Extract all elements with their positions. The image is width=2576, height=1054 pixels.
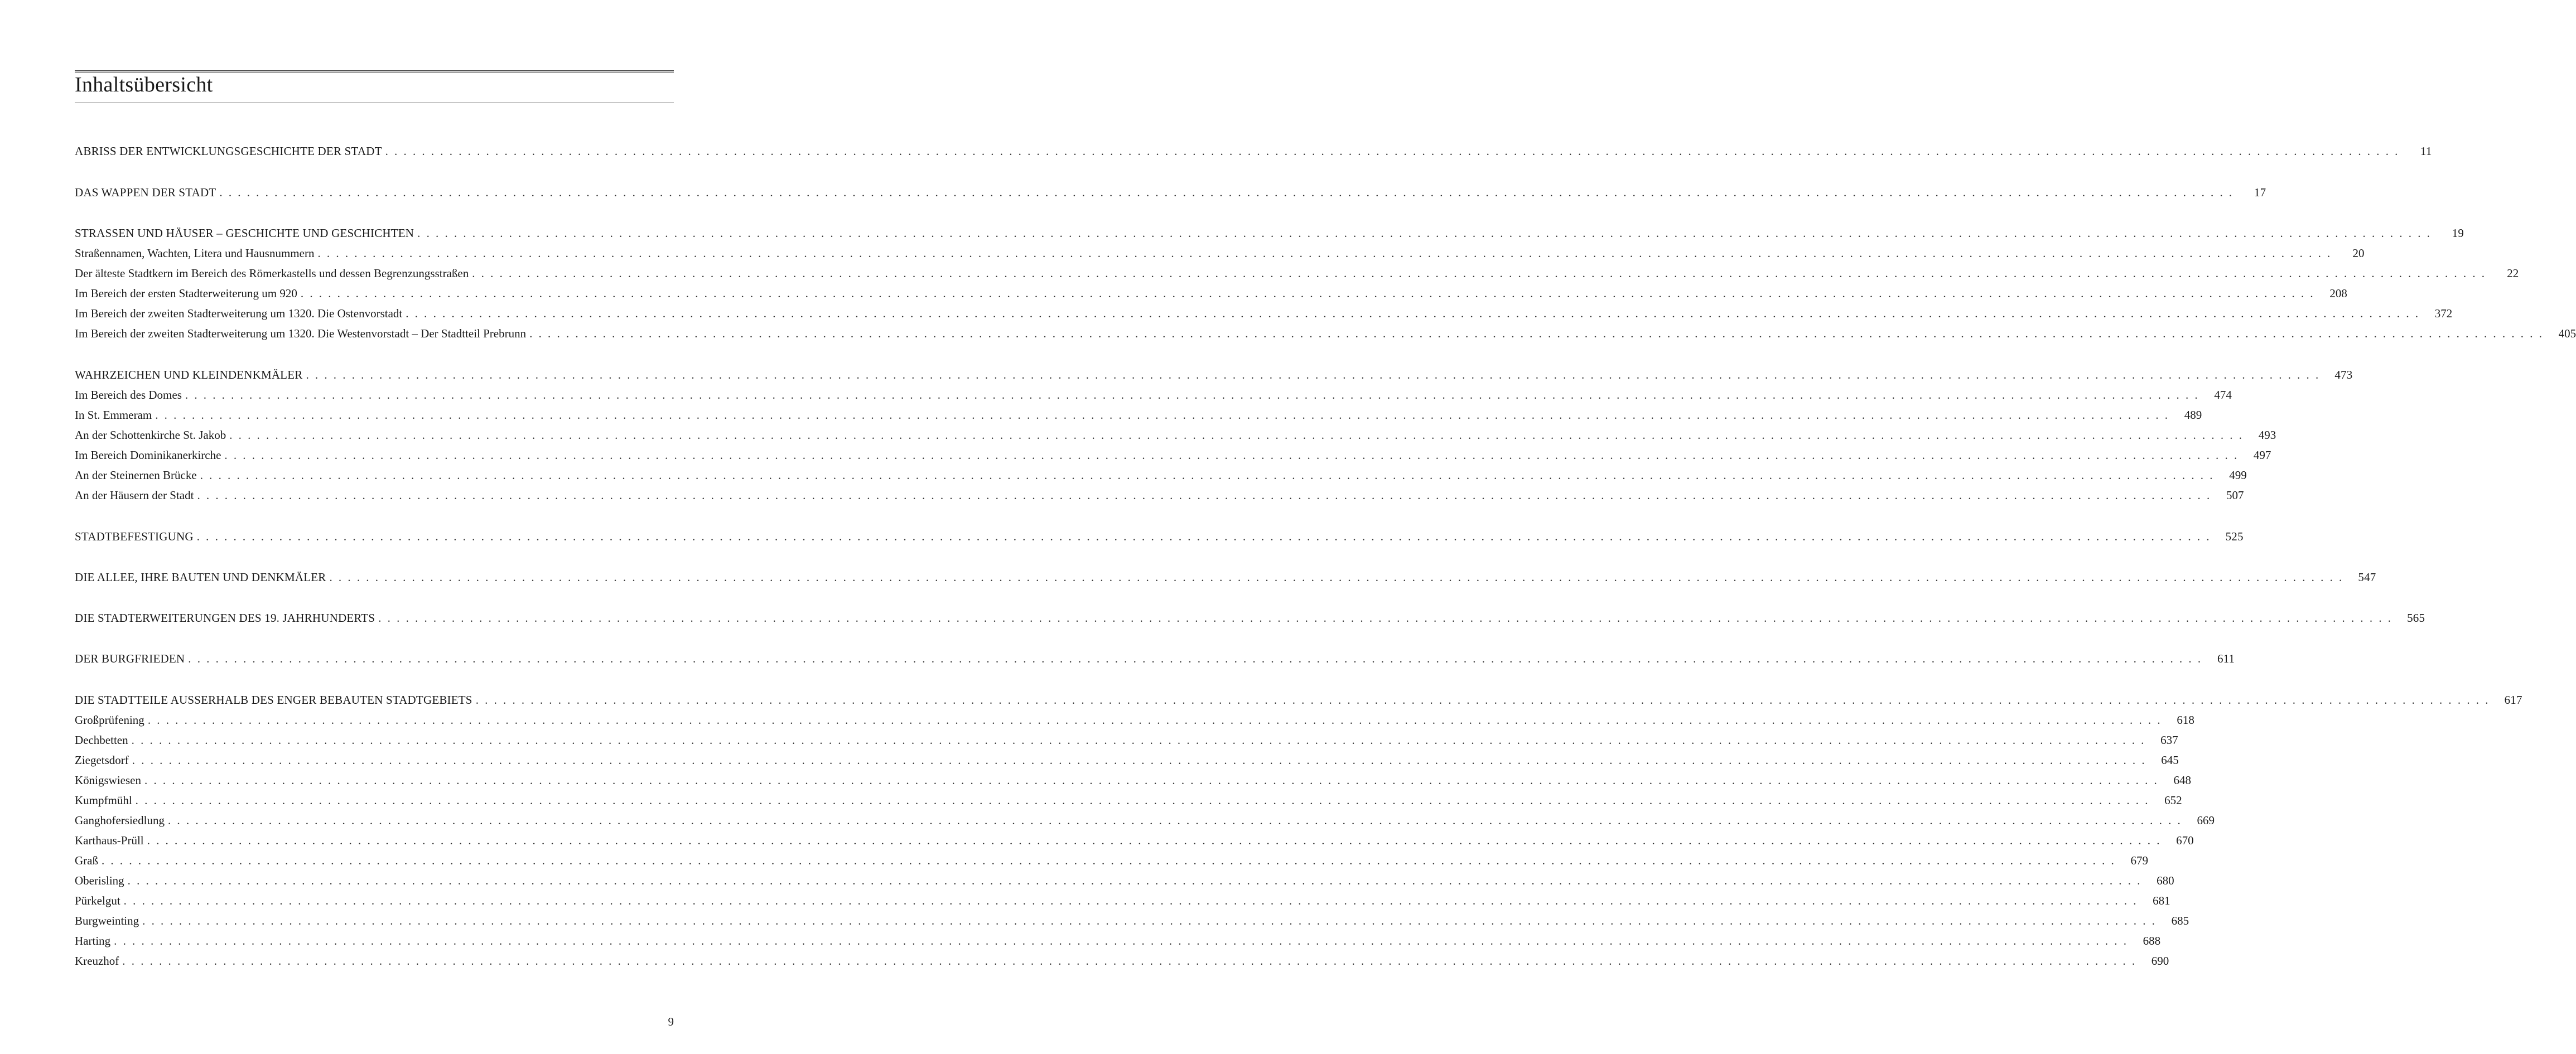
- toc-leader-dots: ............................................................................................................................................................................................................................: [472, 267, 2491, 280]
- toc-entry-label: STRASSEN UND HÄUSER – GESCHICHTE UND GESCHICHTEN: [75, 226, 414, 240]
- toc-entry-label: Kreuzhof: [75, 954, 119, 968]
- toc-entry-label: ABRISS DER ENTWICKLUNGSGESCHICHTE DER STADT: [75, 144, 382, 158]
- toc-entry-label: WAHRZEICHEN UND KLEINDENKMÄLER: [75, 368, 303, 381]
- toc-leader-dots: ............................................................................................................................................................................................................................: [300, 287, 2319, 300]
- toc-entry-label: Der älteste Stadtkern im Bereich des Römerkastells und dessen Begrenzungsstraßen: [75, 267, 469, 280]
- toc-subsection-entry: [75, 284, 2347, 302]
- toc-leader-dots: ............................................................................................................................................................................................................................: [197, 489, 2216, 502]
- toc-entry-page: 507: [2226, 489, 2244, 502]
- toc-entry-label: Kumpfmühl: [75, 794, 132, 807]
- toc-entry-page: 648: [2173, 773, 2191, 787]
- toc-leader-dots: ............................................................................................................................................................................................................................: [167, 814, 2187, 827]
- toc-entry-label: Dechbetten: [75, 733, 128, 747]
- toc-entry-label: Im Bereich des Domes: [75, 388, 182, 402]
- toc-entry-page: 22: [2507, 267, 2519, 280]
- toc-subsection-entry: [75, 486, 2244, 504]
- toc-subsection-entry: [75, 386, 2232, 404]
- toc-leader-dots: ............................................................................................................................................................................................................................: [147, 713, 2167, 727]
- toc-leader-dots: ............................................................................................................................................................................................................................: [200, 468, 2219, 482]
- toc-leader-dots: ............................................................................................................................................................................................................................: [131, 733, 2150, 747]
- toc-entry-label: Im Bereich Dominikanerkirche: [75, 448, 221, 462]
- toc-section-entry: [75, 224, 2464, 242]
- toc-entry-label: DIE ALLEE, IHRE BAUTEN UND DENKMÄLER: [75, 570, 326, 584]
- toc-subsection-entry: [75, 771, 2191, 789]
- toc-leader-dots: ............................................................................................................................................................................................................................: [101, 854, 2120, 867]
- toc-entry-label: Großprüfening: [75, 713, 144, 727]
- toc-entry-page: 473: [2334, 368, 2353, 381]
- toc-subsection-entry: [75, 811, 2215, 829]
- toc-leader-dots: ............................................................................................................................................................................................................................: [123, 894, 2143, 907]
- toc-entry-page: 547: [2358, 570, 2376, 584]
- toc-entry-page: 690: [2151, 954, 2169, 968]
- toc-leader-dots: ............................................................................................................................................................................................................................: [132, 753, 2151, 767]
- toc-entry-page: 19: [2452, 226, 2464, 240]
- toc-subsection-entry: [75, 952, 2169, 970]
- toc-entry-page: 669: [2197, 814, 2215, 827]
- toc-entry-page: 474: [2214, 388, 2232, 402]
- toc-leader-dots: ............................................................................................................................................................................................................................: [185, 388, 2204, 402]
- toc-entry-label: Karthaus-Prüll: [75, 834, 144, 847]
- toc-entry-label: Ziegetsdorf: [75, 753, 129, 767]
- toc-leader-dots: ............................................................................................................................................................................................................................: [122, 954, 2141, 968]
- toc-leader-dots: ............................................................................................................................................................................................................................: [417, 226, 2437, 240]
- toc-entry-page: 670: [2176, 834, 2194, 847]
- toc-entry-page: 405: [2558, 327, 2576, 340]
- toc-entry-label: Ganghofersiedlung: [75, 814, 165, 827]
- toc-leader-dots: ............................................................................................................................................................................................................................: [219, 186, 2239, 199]
- toc-entry-page: 688: [2143, 934, 2161, 947]
- toc-subsection-entry: [75, 912, 2189, 930]
- toc-entry-page: 489: [2184, 408, 2202, 422]
- toc-entry-page: 617: [2504, 693, 2522, 707]
- toc-leader-dots: ............................................................................................................................................................................................................................: [378, 611, 2397, 625]
- toc-entry-label: Oberisling: [75, 874, 124, 887]
- toc-subsection-entry: [75, 932, 2161, 950]
- toc-leader-dots: ............................................................................................................................................................................................................................: [196, 530, 2216, 543]
- toc-section-entry: [75, 183, 2266, 201]
- toc-subsection-entry: [75, 426, 2276, 444]
- toc-section-entry: [75, 650, 2235, 668]
- toc-leader-dots: ............................................................................................................................................................................................................................: [144, 773, 2163, 787]
- toc-subsection-entry: [75, 731, 2178, 749]
- toc-entry-page: 17: [2254, 186, 2266, 199]
- toc-leader-dots: ............................................................................................................................................................................................................................: [188, 652, 2207, 665]
- toc-leader-dots: ............................................................................................................................................................................................................................: [529, 327, 2549, 340]
- toc-subsection-entry: [75, 264, 2519, 282]
- toc-entry-label: DIE STADTTEILE AUSSERHALB DES ENGER BEBAUTEN STADTGEBIETS: [75, 693, 472, 707]
- toc-entry-page: 208: [2329, 287, 2347, 300]
- toc-subsection-entry: [75, 872, 2174, 889]
- toc-entry-label: An der Schottenkirche St. Jakob: [75, 428, 226, 442]
- toc-subsection-entry: [75, 304, 2453, 322]
- toc-entry-page: 679: [2130, 854, 2148, 867]
- toc-entry-page: 372: [2434, 307, 2453, 320]
- toc-entry-label: In St. Emmeram: [75, 408, 152, 422]
- toc-leader-dots: ............................................................................................................................................................................................................................: [147, 834, 2166, 847]
- toc-entry-page: 618: [2177, 713, 2194, 727]
- toc-section-entry: [75, 528, 2244, 545]
- toc-entry-page: 493: [2258, 428, 2276, 442]
- toc-entry-label: An der Häusern der Stadt: [75, 489, 194, 502]
- toc-subsection-entry: [75, 831, 2194, 849]
- toc-subsection-entry: [75, 446, 2271, 464]
- toc-leader-dots: ............................................................................................................................................................................................................................: [155, 408, 2174, 422]
- toc-section-entry: [75, 609, 2425, 627]
- toc-entry-label: Harting: [75, 934, 111, 947]
- toc-entry-page: 11: [2420, 144, 2432, 158]
- toc-entry-label: Im Bereich der ersten Stadterweiterung um 920: [75, 287, 297, 300]
- toc-entry-label: STADTBEFESTIGUNG: [75, 530, 194, 543]
- toc-subsection-entry: [75, 751, 2179, 769]
- toc-subsection-entry: [75, 711, 2194, 729]
- toc-entry-page: 652: [2164, 794, 2182, 807]
- toc-entry-label: DER BURGFRIEDEN: [75, 652, 185, 665]
- toc-entry-page: 685: [2171, 914, 2189, 927]
- toc-leader-dots: ............................................................................................................................................................................................................................: [475, 693, 2495, 707]
- toc-subsection-entry: [75, 406, 2202, 424]
- toc-entry-page: 637: [2160, 733, 2178, 747]
- toc-leader-dots: ............................................................................................................................................................................................................................: [317, 246, 2337, 260]
- toc-section-entry: [75, 568, 2376, 586]
- toc-entry-label: Im Bereich der zweiten Stadterweiterung um 1320. Die Westenvorstadt – Der Stadtteil Prebrunn: [75, 327, 527, 340]
- toc-leader-dots: ............................................................................................................................................................................................................................: [406, 307, 2425, 320]
- page-title: Inhaltsübersicht: [75, 73, 213, 96]
- toc-leader-dots: ............................................................................................................................................................................................................................: [229, 428, 2249, 442]
- toc-entry-page: 611: [2217, 652, 2235, 665]
- toc-leader-dots: ............................................................................................................................................................................................................................: [142, 914, 2162, 927]
- toc-section-entry: [75, 142, 2432, 160]
- toc-section-entry: [75, 366, 2353, 384]
- toc-entry-page: 497: [2253, 448, 2271, 462]
- toc-entry-label: An der Steinernen Brücke: [75, 468, 197, 482]
- toc-subsection-entry: [75, 791, 2182, 809]
- toc-subsection-entry: [75, 466, 2247, 484]
- toc-subsection-entry: [75, 244, 2365, 262]
- toc-entry-page: 681: [2153, 894, 2170, 907]
- toc-entry-page: 565: [2407, 611, 2425, 625]
- toc-leader-dots: ............................................................................................................................................................................................................................: [127, 874, 2146, 887]
- toc-entry-page: 525: [2225, 530, 2244, 543]
- toc-section-entry: [75, 691, 2522, 709]
- toc-entry-page: 499: [2229, 468, 2247, 482]
- toc-leader-dots: ............................................................................................................................................................................................................................: [224, 448, 2244, 462]
- toc-leader-dots: ............................................................................................................................................................................................................................: [385, 144, 2404, 158]
- toc-leader-dots: ............................................................................................................................................................................................................................: [306, 368, 2325, 381]
- toc-entry-label: Graß: [75, 854, 98, 867]
- toc-entry-label: Burgweinting: [75, 914, 139, 927]
- page-number: 9: [668, 1015, 674, 1028]
- toc-entry-page: 645: [2161, 753, 2179, 767]
- toc-leader-dots: ............................................................................................................................................................................................................................: [329, 570, 2348, 584]
- toc-subsection-entry: [75, 325, 2576, 342]
- toc-entry-label: Königswiesen: [75, 773, 141, 787]
- toc-entry-label: DAS WAPPEN DER STADT: [75, 186, 216, 199]
- toc-entry-label: Pürkelgut: [75, 894, 120, 907]
- toc-entry-label: DIE STADTERWEITERUNGEN DES 19. JAHRHUNDERTS: [75, 611, 375, 625]
- toc-entry-label: Im Bereich der zweiten Stadterweiterung um 1320. Die Ostenvorstadt: [75, 307, 403, 320]
- toc-leader-dots: ............................................................................................................................................................................................................................: [135, 794, 2154, 807]
- toc-subsection-entry: [75, 852, 2148, 869]
- toc-entry-page: 680: [2157, 874, 2174, 887]
- toc-entry-page: 20: [2352, 246, 2365, 260]
- toc-subsection-entry: [75, 892, 2170, 910]
- toc-leader-dots: ............................................................................................................................................................................................................................: [114, 934, 2133, 947]
- toc-entry-label: Straßennamen, Wachten, Litera und Hausnummern: [75, 246, 315, 260]
